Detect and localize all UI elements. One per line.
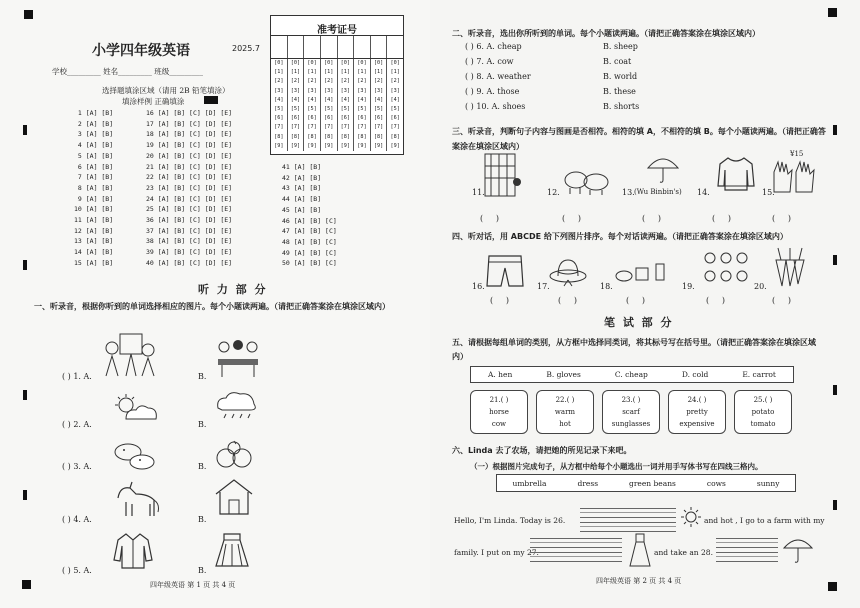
exam-digit-bubble[interactable]: [1] <box>357 69 367 76</box>
answer-line-28[interactable] <box>716 538 778 548</box>
exam-digit-bubble[interactable]: [2] <box>274 78 284 85</box>
q3-num-11: 11. <box>472 188 485 197</box>
exam-digit-bubble[interactable]: [4] <box>340 96 350 103</box>
exam-digit-bubble[interactable]: [3] <box>357 87 367 94</box>
exam-digit-bubble[interactable]: [0] <box>274 60 284 66</box>
exam-digit-bubble[interactable]: [7] <box>307 124 317 131</box>
tomato-icon <box>212 438 258 470</box>
q5-box-w2: hot <box>559 420 571 428</box>
q4-num-19: 19. <box>682 282 695 291</box>
q4-answer-18[interactable]: ( ) <box>626 296 645 305</box>
q5-box-w2: expensive <box>679 420 715 428</box>
exam-digit-bubble[interactable]: [2] <box>340 78 350 85</box>
timing-mark <box>23 260 27 270</box>
gloves-icon <box>770 158 818 196</box>
exam-digit-bubble[interactable]: [1] <box>324 69 334 76</box>
exam-digit-bubble[interactable]: [9] <box>324 142 334 149</box>
exam-digit-bubble[interactable]: [3] <box>324 87 334 94</box>
answer-line-27[interactable] <box>530 538 622 548</box>
q5-word-box[interactable] <box>602 390 660 434</box>
q3-caption: (Wu Binbin's) <box>634 188 682 196</box>
exam-digit-bubble[interactable]: [7] <box>357 124 367 131</box>
q5-box-num: 25.( ) <box>753 396 773 404</box>
q5-option: B. gloves <box>546 370 581 379</box>
exam-digit-bubble[interactable]: [9] <box>307 142 317 149</box>
item-3-b: B. <box>198 462 207 471</box>
kids-at-table-icon <box>212 335 267 380</box>
exam-digit-bubble[interactable]: [9] <box>340 142 350 149</box>
filled-sample-mark <box>204 96 218 104</box>
item-2-label[interactable]: ( ) 2. A. <box>62 420 92 429</box>
exam-digit-bubble[interactable]: [6] <box>290 115 301 122</box>
sun-cloud-icon <box>112 393 160 423</box>
written-header: 笔 试 部 分 <box>604 316 674 329</box>
q2-option-b: B. coat <box>603 57 632 66</box>
q3-num-14: 14. <box>697 188 710 197</box>
q6-intro: 六、Linda 去了农场，请把她的所见记录下来吧。 <box>452 446 632 455</box>
q5-box-w1: potato <box>751 408 775 416</box>
exam-digit-bubble[interactable]: [6] <box>324 115 334 122</box>
q5-box-w1: pretty <box>686 408 708 416</box>
exam-digit-bubble[interactable]: [4] <box>357 96 367 103</box>
exam-digit-bubble[interactable]: [2] <box>357 78 367 85</box>
exam-digit-column[interactable] <box>288 59 305 151</box>
q3-answer-13[interactable]: ( ) <box>642 214 661 223</box>
exam-digit-column[interactable] <box>338 59 355 151</box>
exam-digit-bubble[interactable]: [1] <box>390 69 400 76</box>
exam-digit-bubble[interactable]: [1] <box>373 69 384 76</box>
dress-icon <box>628 532 652 568</box>
timing-mark <box>23 390 27 400</box>
exam-digit-bubble[interactable]: [6] <box>390 115 400 122</box>
listening-header: 听 力 部 分 <box>198 283 268 296</box>
exam-digit-bubble[interactable]: [7] <box>324 124 334 131</box>
breakfast-icon <box>614 262 670 284</box>
exam-number-write-row[interactable] <box>271 36 403 58</box>
exam-digit-bubble[interactable]: [8] <box>274 133 284 140</box>
shirt-icon <box>112 530 154 570</box>
exam-digit-bubble[interactable]: [2] <box>290 78 301 85</box>
exam-digit-bubble[interactable]: [8] <box>340 133 350 140</box>
q5-box-num: 22.( ) <box>555 396 575 404</box>
answer-column-1[interactable]: 1 [A] [B] 2 [A] [B] 3 [A] [B] 4 [A] [B] 5 [A] [B] 6 [A] [B] 7 [A] [B] 8 [A] [B] 9 [A] [B] 10 [A] [B] 11 [A] [B] 12 [A] [B] 13 [A] [B] 14 [A] [B] 15 [A] [B] <box>74 109 114 267</box>
q5-option: A. hen <box>488 370 513 379</box>
carrots-icon <box>768 246 808 290</box>
exam-digit-bubble[interactable]: [8] <box>290 133 301 140</box>
exam-digit-column[interactable] <box>271 59 288 151</box>
exam-digit-bubble[interactable]: [6] <box>274 115 284 122</box>
footer-page-1: 四年级英语 第 1 页 共 4 页 <box>150 581 236 589</box>
q2-option-a: ( ) 9. A. those <box>465 87 520 96</box>
q5-word-box[interactable] <box>536 390 594 434</box>
q2-item[interactable] <box>465 57 765 66</box>
exam-digit-bubble[interactable]: [8] <box>324 133 334 140</box>
exam-number-title: 准考证号 <box>271 16 403 36</box>
exam-digit-bubble[interactable]: [4] <box>390 96 400 103</box>
q6-word: cows <box>706 478 726 488</box>
registration-mark <box>828 8 837 17</box>
q5-options-box <box>470 366 794 383</box>
exam-digit-bubble[interactable]: [4] <box>373 96 384 103</box>
exam-digit-bubble[interactable]: [7] <box>390 124 400 131</box>
exam-digit-bubble[interactable]: [8] <box>307 133 317 140</box>
exam-digit-bubble[interactable]: [5] <box>274 106 284 113</box>
registration-mark <box>24 10 33 19</box>
fill-hint: 选择题填涂区域（请用 2B 铅笔填涂） <box>102 86 230 95</box>
exam-digit-bubble[interactable]: [8] <box>357 133 367 140</box>
q4-num-18: 18. <box>600 282 613 291</box>
exam-digit-bubble[interactable]: [3] <box>307 87 317 94</box>
exam-digit-bubble[interactable]: [7] <box>340 124 350 131</box>
exam-digit-bubble[interactable]: [0] <box>290 60 301 66</box>
exam-digit-bubble[interactable]: [2] <box>390 78 400 85</box>
item-5-b: B. <box>198 566 207 575</box>
q5-option: C. cheap <box>614 370 648 379</box>
exam-date: 2025.7 <box>232 44 260 53</box>
q5-option: D. cold <box>681 370 709 379</box>
registration-mark <box>828 582 837 591</box>
timing-mark <box>23 490 27 500</box>
potato-icon <box>112 440 158 470</box>
footer-page-2: 四年级英语 第 2 页 共 4 页 <box>596 577 682 585</box>
q5-box-num: 21.( ) <box>489 396 509 404</box>
exam-digit-bubble[interactable]: [5] <box>290 106 301 113</box>
exam-digit-bubble[interactable]: [0] <box>324 60 334 66</box>
q5-word-box[interactable] <box>734 390 792 434</box>
exam-digit-column[interactable] <box>354 59 371 151</box>
exam-digit-bubble[interactable]: [3] <box>340 87 350 94</box>
horse-icon <box>112 480 162 522</box>
sentence-2a: family. I put on my 27. <box>454 548 539 557</box>
q4-answer-17[interactable]: ( ) <box>558 296 577 305</box>
exam-digit-bubble[interactable]: [9] <box>373 142 384 149</box>
hens-icon <box>700 248 752 288</box>
sheep-icon <box>562 166 612 196</box>
exam-digit-bubble[interactable]: [1] <box>340 69 350 76</box>
answer-line-28b[interactable] <box>716 552 778 562</box>
q2-item[interactable] <box>465 102 765 111</box>
exam-digit-bubble[interactable]: [4] <box>307 96 317 103</box>
q3-answer-14[interactable]: ( ) <box>712 214 731 223</box>
q3-num-12: 12. <box>547 188 560 197</box>
exam-digit-bubble[interactable]: [1] <box>274 69 284 76</box>
exam-digit-bubble[interactable]: [7] <box>373 124 384 131</box>
skirt-icon <box>212 530 252 570</box>
q3-answer-15[interactable]: ( ) <box>772 214 791 223</box>
q2-option-b: B. shorts <box>603 102 640 111</box>
exam-digit-bubble[interactable]: [5] <box>390 106 400 113</box>
sentence-1a: Hello, I'm Linda. Today is 26. <box>454 516 566 525</box>
q4-num-20: 20. <box>754 282 767 291</box>
sweater-icon <box>716 154 756 194</box>
timing-mark <box>23 125 27 135</box>
exam-digit-bubble[interactable]: [4] <box>324 96 334 103</box>
rain-cloud-icon <box>212 388 260 422</box>
q2-item[interactable] <box>465 87 765 96</box>
exam-digit-column[interactable] <box>321 59 338 151</box>
q5-box-w1: warm <box>554 408 576 416</box>
q5-intro: 五、请根据每组单词的类别，从方框中选择同类词，将其标号写在括号里。（请把正确答案涂在填涂区域内） <box>452 338 816 361</box>
item-4-b: B. <box>198 515 207 524</box>
q4-num-17: 17. <box>537 282 550 291</box>
item-1-b: B. <box>198 372 207 381</box>
q3-answer-11[interactable]: ( ) <box>480 214 499 223</box>
q4-answer-19[interactable]: ( ) <box>706 296 725 305</box>
q2-item[interactable] <box>465 42 765 51</box>
price-tag: ¥15 <box>790 150 804 158</box>
item-5-label[interactable]: ( ) 5. A. <box>62 566 92 575</box>
exam-digit-bubble[interactable]: [5] <box>324 106 334 113</box>
answer-line-26b[interactable] <box>580 522 676 532</box>
q2-option-b: B. sheep <box>603 42 638 51</box>
exam-digit-bubble[interactable]: [0] <box>390 60 400 66</box>
item-4-label[interactable]: ( ) 4. A. <box>62 515 92 524</box>
q6-word: sunny <box>756 478 780 488</box>
q4-num-16: 16. <box>472 282 485 291</box>
answer-column-3[interactable]: 41 [A] [B] 42 [A] [B] 43 [A] [B] 44 [A] [B] 45 [A] [B] 46 [A] [B] [C] 47 [A] [B] [C] 48 [A] [B] [C] 49 [A] [B] [C] 50 [A] [B] [C] <box>282 163 337 268</box>
q2-option-a: ( ) 10. A. shoes <box>465 102 526 111</box>
sentence-2b: and take an 28. <box>654 548 713 557</box>
exam-digit-bubble[interactable]: [6] <box>340 115 350 122</box>
q5-box-w2: tomato <box>750 420 776 428</box>
item-1-label[interactable]: ( ) 1. A. <box>62 372 92 381</box>
q5-option: E. carrot <box>742 370 776 379</box>
exam-digit-bubble[interactable]: [9] <box>274 142 284 149</box>
q5-box-w2: cow <box>491 420 507 428</box>
q6-word: green beans <box>629 478 676 488</box>
q6-word: dress <box>577 478 599 488</box>
exam-digit-bubble[interactable]: [1] <box>290 69 301 76</box>
answer-line-27b[interactable] <box>530 552 622 562</box>
exam-digit-bubble[interactable]: [0] <box>357 60 367 66</box>
exam-number-bubbles[interactable] <box>271 58 403 151</box>
timing-mark <box>833 255 837 265</box>
q6-word-box <box>496 474 796 492</box>
item-2-b: B. <box>198 420 207 429</box>
q5-word-box[interactable] <box>668 390 726 434</box>
sun-icon <box>680 506 702 528</box>
exam-digit-bubble[interactable]: [6] <box>373 115 384 122</box>
exam-digit-bubble[interactable]: [3] <box>290 87 301 94</box>
exam-digit-bubble[interactable]: [2] <box>373 78 384 85</box>
exam-digit-bubble[interactable]: [0] <box>340 60 350 66</box>
timing-mark <box>833 500 837 510</box>
library-icon <box>483 152 523 200</box>
fill-sample: 填涂样例 正确填涂 <box>122 97 185 106</box>
exam-digit-bubble[interactable]: [5] <box>307 106 317 113</box>
q2-item[interactable] <box>465 72 765 81</box>
q6-sub: （一）根据图片完成句子，从方框中给每个小题选出一词并用手写体书写在四线三格内。 <box>470 462 763 471</box>
exam-digit-column[interactable] <box>371 59 388 151</box>
q3-num-15: 15. <box>762 188 775 197</box>
exam-digit-bubble[interactable]: [5] <box>357 106 367 113</box>
q5-word-boxes <box>470 390 810 436</box>
kids-painting-icon <box>100 330 160 380</box>
q4-intro: 四、听对话，用 ABCDE 给下列图片排序。每个对话读两遍。（请把正确答案涂在填涂区域内） <box>452 232 788 241</box>
exam-digit-bubble[interactable]: [9] <box>390 142 400 149</box>
exam-digit-column[interactable] <box>304 59 321 151</box>
house-icon <box>212 476 256 518</box>
shorts-icon <box>485 252 525 290</box>
exam-digit-bubble[interactable]: [7] <box>274 124 284 131</box>
q6-word: umbrella <box>512 478 547 488</box>
sentence-1b: and hot , I go to a farm with my <box>704 516 825 525</box>
exam-digit-bubble[interactable]: [3] <box>390 87 400 94</box>
exam-number-box <box>270 15 404 155</box>
q5-box-num: 23.( ) <box>621 396 641 404</box>
exam-digit-bubble[interactable]: [7] <box>290 124 301 131</box>
exam-digit-bubble[interactable]: [6] <box>307 115 317 122</box>
sun-hat-icon <box>548 254 588 288</box>
exam-digit-bubble[interactable]: [9] <box>290 142 301 149</box>
exam-digit-bubble[interactable]: [9] <box>357 142 367 149</box>
q2-intro: 二、听录音，选出你所听到的单词。每个小题读两遍。（请把正确答案涂在填涂区域内） <box>452 29 760 38</box>
q4-answer-16[interactable]: ( ) <box>490 296 509 305</box>
timing-mark <box>833 385 837 395</box>
exam-digit-bubble[interactable]: [4] <box>290 96 301 103</box>
exam-digit-bubble[interactable]: [4] <box>274 96 284 103</box>
exam-title: 小学四年级英语 <box>92 43 190 59</box>
exam-digit-bubble[interactable]: [1] <box>307 69 317 76</box>
exam-digit-bubble[interactable]: [5] <box>340 106 350 113</box>
answer-line-26[interactable] <box>580 508 676 518</box>
exam-digit-bubble[interactable]: [0] <box>307 60 317 66</box>
q5-word-box[interactable] <box>470 390 528 434</box>
q5-box-w2: sunglasses <box>611 420 651 428</box>
q3-answer-12[interactable]: ( ) <box>562 214 581 223</box>
item-3-label[interactable]: ( ) 3. A. <box>62 462 92 471</box>
exam-digit-bubble[interactable]: [2] <box>307 78 317 85</box>
exam-digit-bubble[interactable]: [3] <box>274 87 284 94</box>
q5-box-w1: scarf <box>622 408 640 416</box>
q1-intro: 一、听录音，根据你听到的单词选择相应的图片。每个小题读两遍。（请把正确答案涂在填涂区域内） <box>34 302 390 311</box>
exam-digit-bubble[interactable]: [8] <box>373 133 384 140</box>
q2-option-b: B. world <box>603 72 638 81</box>
q5-box-w1: horse <box>489 408 509 416</box>
q2-option-a: ( ) 7. A. cow <box>465 57 514 66</box>
q2-option-a: ( ) 6. A. cheap <box>465 42 522 51</box>
exam-digit-column[interactable] <box>387 59 403 151</box>
exam-digit-bubble[interactable]: [8] <box>390 133 400 140</box>
exam-digit-bubble[interactable]: [5] <box>373 106 384 113</box>
umbrella-icon-2 <box>782 534 814 564</box>
timing-mark <box>833 125 837 135</box>
q2-option-a: ( ) 8. A. weather <box>465 72 531 81</box>
q2-option-b: B. these <box>603 87 636 96</box>
exam-digit-bubble[interactable]: [3] <box>373 87 384 94</box>
q3-num-13: 13. <box>622 188 635 197</box>
exam-digit-bubble[interactable]: [6] <box>357 115 367 122</box>
umbrella-icon <box>646 152 680 184</box>
q4-answer-20[interactable]: ( ) <box>772 296 791 305</box>
q5-box-num: 24.( ) <box>687 396 707 404</box>
q3-intro: 三、听录音，判断句子内容与图画是否相符。相符的填 A，不相符的填 B。每个小题读两遍。（请把正确答案涂在填涂区域内） <box>452 127 826 151</box>
exam-digit-bubble[interactable]: [2] <box>324 78 334 85</box>
registration-mark <box>22 580 31 589</box>
student-info-fields[interactable]: 学校_________ 姓名_________ 班级_________ <box>52 67 204 76</box>
answer-column-2[interactable]: 16 [A] [B] [C] [D] [E] 17 [A] [B] [C] [D] [E] 18 [A] [B] [C] [D] [E] 19 [A] [B] [C] [D] [E] 20 [A] [B] [C] [D] [E] 21 [A] [B] [C] [D] [E] 22 [A] [B] [C] [D] [E] 23 [A] [B] [C] [D] [E] 24 [A] [B] [C] [D] [E] 25 [A] [B] [C] [D] [E] 36 [A] [B] [C] [D] [E] 37 [A] [B] [C] [D] [E] 38 [A] [B] [C] [D] [E] 39 [A] [B] [C] [D] [E] 40 [A] [B] [C] [D] [E] <box>146 109 233 267</box>
exam-digit-bubble[interactable]: [0] <box>373 60 384 66</box>
